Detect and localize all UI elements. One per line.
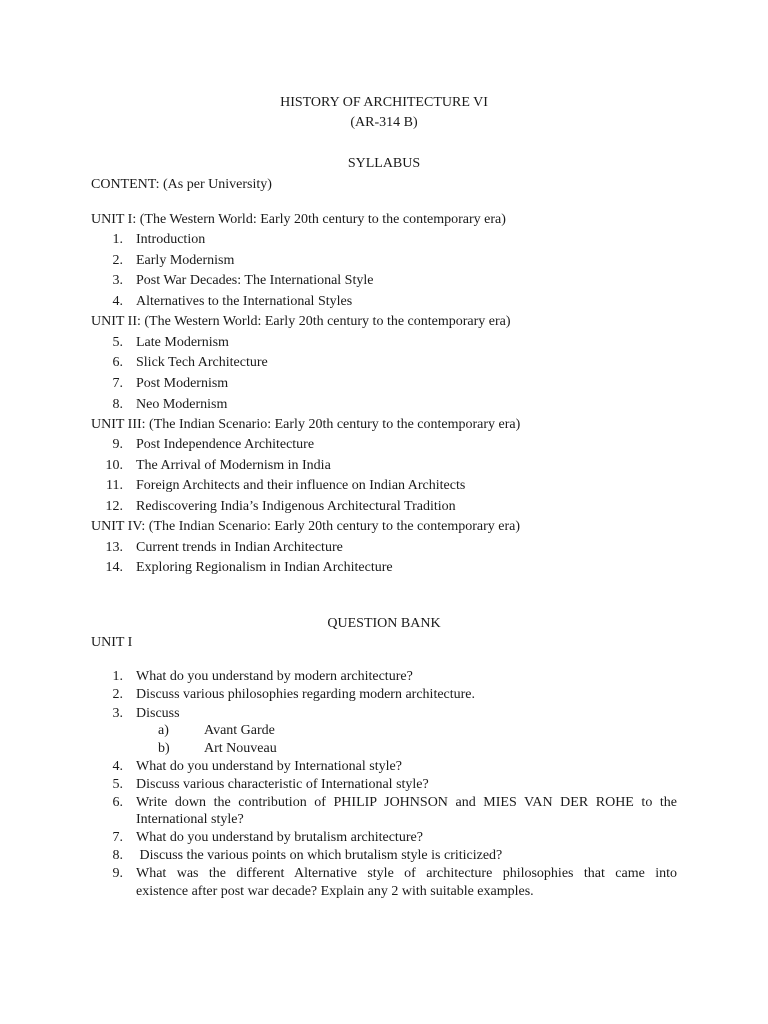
sub-item: Art Nouveau [204, 741, 277, 756]
question-item: Discuss [136, 706, 180, 721]
question-number: 4. [112, 759, 123, 774]
syllabus-item: Neo Modernism [136, 397, 228, 412]
unit-3-title: UNIT III: (The Indian Scenario: Early 20th century to the contemporary era) [91, 417, 521, 432]
unit-1-title: UNIT I: (The Western World: Early 20th century to the contemporary era) [91, 212, 506, 227]
question-number: 6. [112, 795, 123, 810]
question-number: 8. [112, 848, 123, 863]
question-item-continued: International style? [136, 812, 244, 827]
question-item-continued: existence after post war decade? Explain any 2 with suitable examples. [136, 884, 534, 899]
syllabus-item: Post Modernism [136, 376, 229, 391]
syllabus-item-number: 10. [105, 458, 123, 473]
question-number: 7. [112, 830, 123, 845]
content-label: CONTENT: (As per University) [91, 177, 272, 192]
syllabus-item: Rediscovering India’s Indigenous Architectural Tradition [136, 499, 456, 514]
syllabus-item: Post Independence Architecture [136, 437, 315, 452]
syllabus-item-number: 9. [112, 437, 123, 452]
question-item: Discuss the various points on which brutalism style is criticized? [136, 848, 503, 863]
question-item: Discuss various philosophies regarding modern architecture. [136, 687, 476, 702]
question-item: Discuss various characteristic of International style? [136, 777, 429, 792]
syllabus-item: Introduction [136, 232, 206, 247]
syllabus-item: Exploring Regionalism in Indian Architecture [136, 560, 393, 575]
syllabus-item-number: 3. [112, 273, 123, 288]
syllabus-item: Post War Decades: The International Style [136, 273, 374, 288]
course-title: HISTORY OF ARCHITECTURE VI [280, 95, 488, 110]
syllabus-item-number: 8. [112, 397, 123, 412]
syllabus-item-number: 11. [106, 478, 123, 493]
syllabus-item-number: 6. [112, 355, 123, 370]
question-number: 3. [112, 706, 123, 721]
question-number: 5. [112, 777, 123, 792]
sub-item: Avant Garde [204, 723, 275, 738]
question-item: What was the different Alternative style of architecture philosophies that came into [136, 866, 677, 881]
syllabus-item-number: 2. [112, 253, 123, 268]
syllabus-item: The Arrival of Modernism in India [136, 458, 331, 473]
unit-2-title: UNIT II: (The Western World: Early 20th century to the contemporary era) [91, 314, 511, 329]
syllabus-item: Foreign Architects and their influence on Indian Architects [136, 478, 466, 493]
question-number: 2. [112, 687, 123, 702]
question-item: What do you understand by International style? [136, 759, 402, 774]
syllabus-item: Early Modernism [136, 253, 235, 268]
syllabus-item-number: 14. [105, 560, 123, 575]
syllabus-item-number: 5. [112, 335, 123, 350]
question-item: What do you understand by brutalism architecture? [136, 830, 423, 845]
sub-item-letter: b) [158, 741, 170, 756]
syllabus-item: Late Modernism [136, 335, 229, 350]
syllabus-item: Current trends in Indian Architecture [136, 540, 343, 555]
question-item: What do you understand by modern architecture? [136, 669, 413, 684]
sub-item-letter: a) [158, 723, 169, 738]
syllabus-item-number: 7. [112, 376, 123, 391]
syllabus-item: Slick Tech Architecture [136, 355, 268, 370]
question-number: 1. [112, 669, 123, 684]
syllabus-item-number: 4. [112, 294, 123, 309]
question-number: 9. [112, 866, 123, 881]
unit-4-title: UNIT IV: (The Indian Scenario: Early 20th century to the contemporary era) [91, 519, 521, 534]
syllabus-item-number: 13. [105, 540, 123, 555]
question-item: Write down the contribution of PHILIP JOHNSON and MIES VAN DER ROHE to the [136, 795, 677, 810]
course-code: (AR-314 B) [350, 115, 418, 130]
syllabus-heading: SYLLABUS [347, 156, 421, 171]
syllabus-item-number: 12. [105, 499, 123, 514]
question-unit-label: UNIT I [91, 635, 133, 650]
syllabus-item-number: 1. [112, 232, 123, 247]
syllabus-item: Alternatives to the International Styles [136, 294, 353, 309]
question-bank-heading: QUESTION BANK [327, 616, 441, 631]
